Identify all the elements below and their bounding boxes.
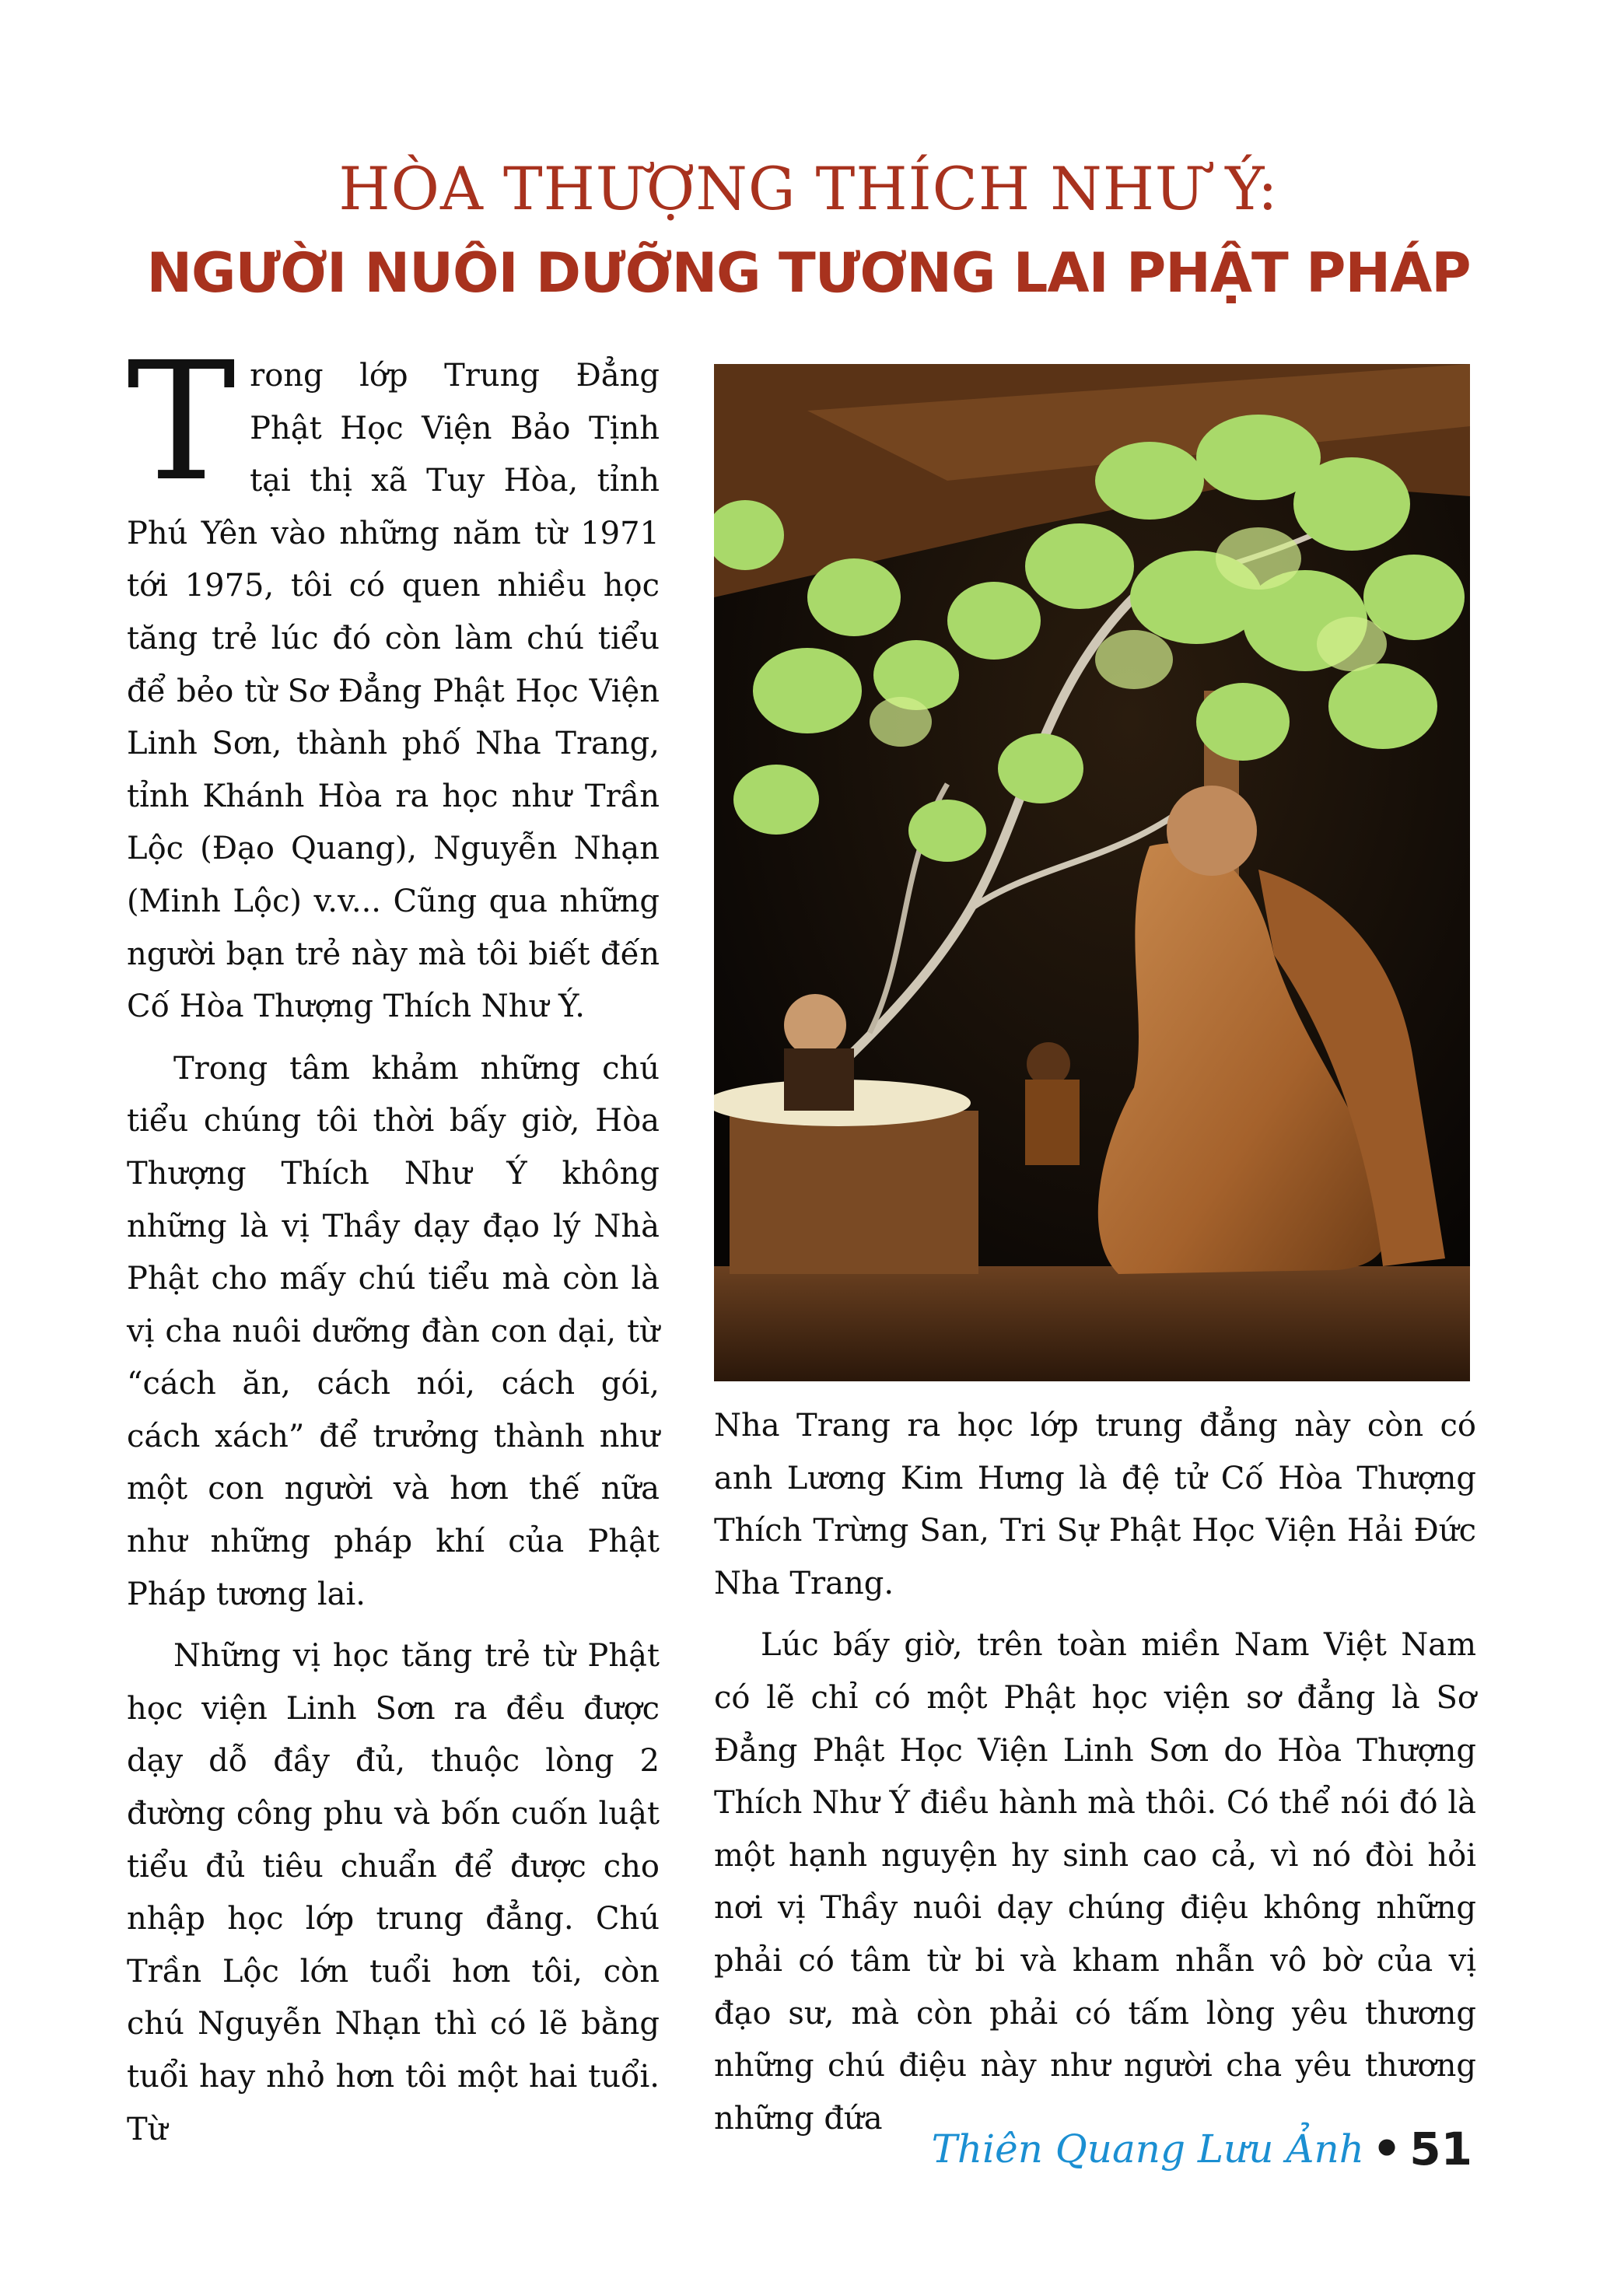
footer-separator-dot: • xyxy=(1371,2122,1402,2176)
page-footer xyxy=(932,2114,1472,2184)
monk-photo xyxy=(714,364,1470,1381)
paragraph-4: Nha Trang ra học lớp trung đẳng này còn có anh Lương Kim Hưng là đệ tử Cố Hòa Thượng Thích Trừng San, Tri Sự Phật Học Viện Hải Đức Nha Trang. xyxy=(714,1408,1476,1601)
paragraph-1-text: rong lớp Trung Đẳng Phật Học Viện Bảo Tịnh tại thị xã Tuy Hòa, tỉnh Phú Yên vào những năm từ 1971 tới 1975, tôi có quen nhiều học tăng trẻ lúc đó còn làm chú tiểu để bẻo từ Sơ Đẳng Phật Học Viện Linh Sơn, thành phố Nha Trang, tỉnh Khánh Hòa ra học như Trần Lộc (Đạo Quang), Nguyễn Nhạn (Minh Lộc) v.v... Cũng qua những người bạn trẻ này mà tôi biết đến Cố Hòa Thượng Thích Như Ý. xyxy=(127,358,660,1025)
drop-cap: T xyxy=(127,327,236,517)
magazine-name: Thiên Quang Lưu Ảnh xyxy=(931,2126,1364,2172)
page-number: 51 xyxy=(1409,2123,1472,2175)
article-title-line2: NGƯỜI NUÔI DƯỠNG TƯƠNG LAI PHẬT PHÁP xyxy=(146,241,1471,305)
left-text-column xyxy=(127,327,660,2156)
paragraph-3: Những vị học tăng trẻ từ Phật học viện Linh Sơn ra đều được dạy dỗ đầy đủ, thuộc lòng 2 đường công phu và bốn cuốn luật tiểu đủ tiêu chuẩn để được cho nhập học lớp trung đẳng. Chú Trần Lộc lớn tuổi hơn tôi, còn chú Nguyễn Nhạn thì có lẽ bằng tuổi hay nhỏ hơn tôi một hai tuổi. Từ xyxy=(127,1638,660,2147)
article-title-line1: HÒA THƯỢNG THÍCH NHƯ Ý: xyxy=(338,154,1279,223)
paragraph-2: Trong tâm khảm những chú tiểu chúng tôi thời bấy giờ, Hòa Thượng Thích Như Ý không những là vị Thầy dạy đạo lý Nhà Phật cho mấy chú tiểu mà còn là vị cha nuôi dưỡng đàn con dại, từ “cách ăn, cách nói, cách gói, cách xách” để trưởng thành như một con người và hơn thế nữa như những pháp khí của Phật Pháp tương lai. xyxy=(127,1050,660,1612)
paragraph-1 xyxy=(127,327,660,1034)
right-text-column xyxy=(714,1400,1476,2145)
paragraph-5: Lúc bấy giờ, trên toàn miền Nam Việt Nam có lẽ chỉ có một Phật học viện sơ đẳng là Sơ Đẳng Phật Học Viện Linh Sơn do Hòa Thượng Thích Như Ý điều hành mà thôi. Có thể nói đó là một hạnh nguyện hy sinh cao cả, vì nó đòi hỏi nơi vị Thầy nuôi dạy chúng điệu không những phải có tâm từ bi và kham nhẫn vô bờ của vị đạo sư, mà còn phải có tấm lòng yêu thương những chú điệu này như người cha yêu thương những đứa xyxy=(714,1627,1476,2137)
